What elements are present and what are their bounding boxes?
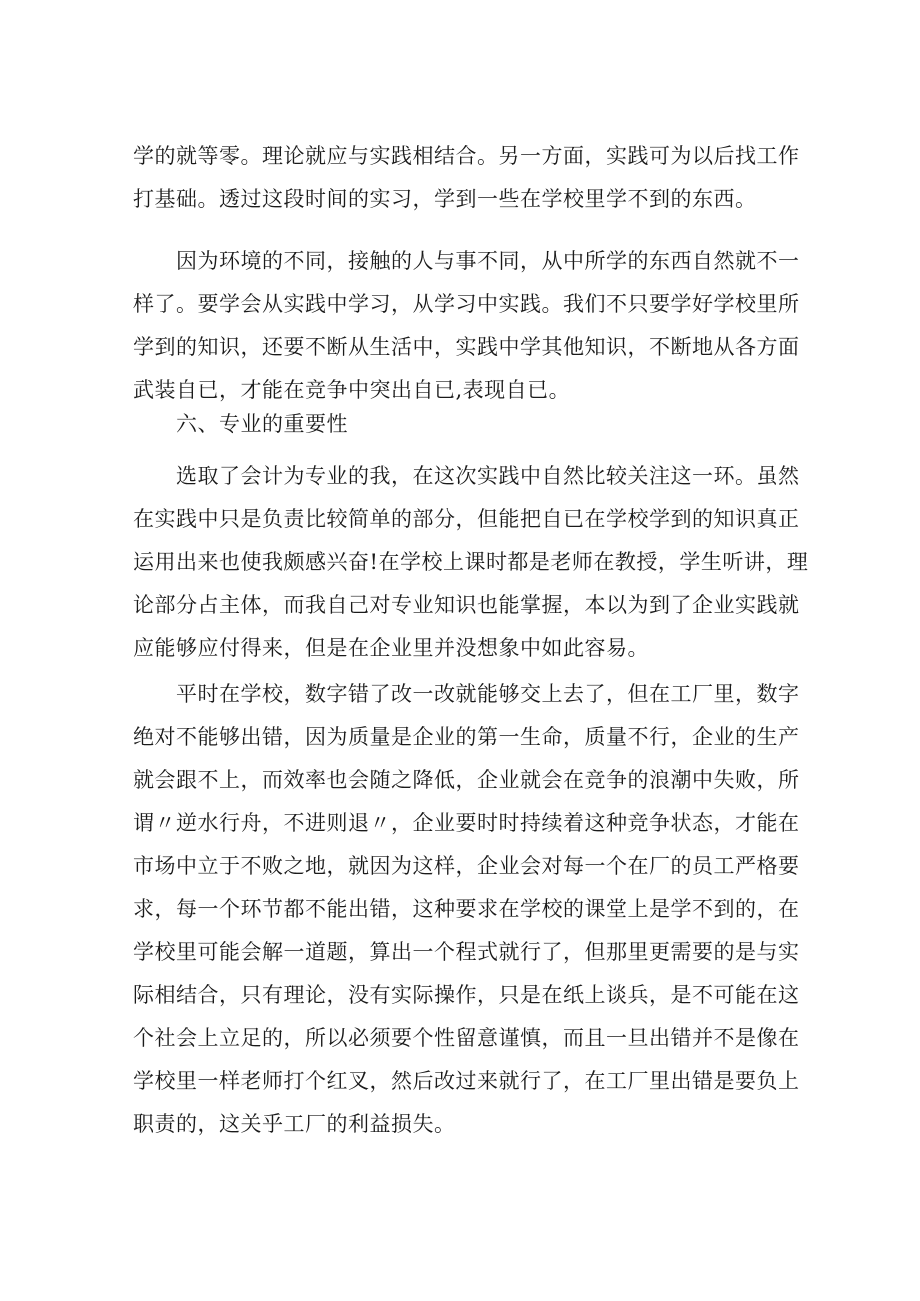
text-line: 市场中立于不败之地，就因为这样，企业会对每一个在厂的员工严格要 bbox=[133, 854, 800, 878]
text-line: 职责的，这关乎工厂的利益损失。 bbox=[133, 1112, 456, 1136]
section-heading: 六、专业的重要性 bbox=[176, 412, 348, 436]
text-line: 应能够应付得来，但是在企业里并没想象中如此容易。 bbox=[133, 636, 649, 660]
text-line: 武装自已，才能在竞争中突出自已,表现自已。 bbox=[133, 378, 571, 402]
text-line: 个社会上立足的，所以必须要个性留意谨慎，而且一旦出错并不是像在 bbox=[133, 1026, 800, 1050]
text-line: 论部分占主体，而我自己对专业知识也能掌握，本以为到了企业实践就 bbox=[133, 593, 800, 617]
text-line: 就会跟不上，而效率也会随之降低，企业就会在竞争的浪潮中失败，所 bbox=[133, 768, 800, 792]
text-line: 求，每一个环节都不能出错，这种要求在学校的课堂上是学不到的，在 bbox=[133, 897, 800, 921]
text-line: 谓〃逆水行舟，不进则退〃，企业要时时持续着这种竞争状态，才能在 bbox=[133, 811, 800, 835]
paragraph-first-line: 选取了会计为专业的我，在这次实践中自然比较关注这一环。虽然 bbox=[176, 464, 800, 488]
text-line: 运用出来也使我颇感兴奋!在学校上课时都是老师在教授，学生听讲，理 bbox=[133, 550, 809, 574]
text-line: 绝对不能够出错，因为质量是企业的第一生命，质量不行，企业的生产 bbox=[133, 725, 800, 749]
text-line: 学的就等零。理论就应与实践相结合。另一方面，实践可为以后找工作 bbox=[133, 144, 800, 168]
text-line: 打基础。透过这段时间的实习，学到一些在学校里学不到的东西。 bbox=[133, 187, 757, 211]
text-line: 学校里可能会解一道题，算出一个程式就行了，但那里更需要的是与实 bbox=[133, 940, 800, 964]
text-line: 学到的知识，还要不断从生活中，实践中学其他知识，不断地从各方面 bbox=[133, 335, 800, 359]
paragraph-first-line: 因为环境的不同，接触的人与事不同，从中所学的东西自然就不一 bbox=[176, 249, 800, 273]
text-line: 在实践中只是负责比较简单的部分，但能把自已在学校学到的知识真正 bbox=[133, 507, 800, 531]
text-line: 样了。要学会从实践中学习，从学习中实践。我们不只要学好学校里所 bbox=[133, 292, 800, 316]
text-line: 际相结合，只有理论，没有实际操作，只是在纸上谈兵，是不可能在这 bbox=[133, 983, 800, 1007]
text-line: 学校里一样老师打个红叉，然后改过来就行了，在工厂里出错是要负上 bbox=[133, 1069, 800, 1093]
paragraph-first-line: 平时在学校，数字错了改一改就能够交上去了，但在工厂里，数字 bbox=[176, 682, 800, 706]
